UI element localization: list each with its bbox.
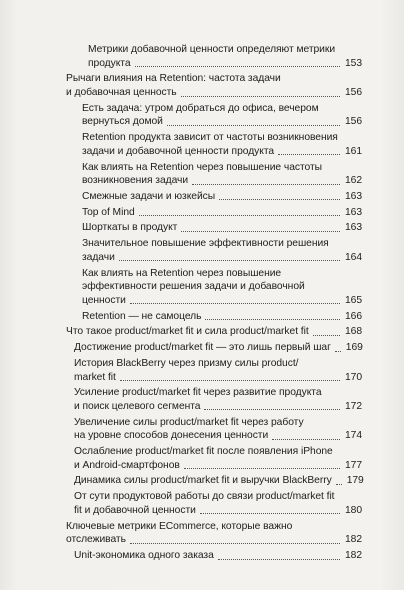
dot-leader [335,351,341,352]
toc-entry-title-line: ценности [82,294,126,306]
toc-entry-title-line: возникновения задачи [82,175,189,187]
toc-page-number: 172 [344,400,362,412]
toc-entry-last-line [66,533,362,547]
toc-entry-last-line [82,310,362,324]
toc-entry [66,221,362,235]
toc-entry-title-line: продукта [88,57,131,69]
toc-page-number: 163 [344,190,362,202]
toc-entry-title-line: Ключевые метрики ECommerce, которые важно [66,520,293,532]
dot-leader [130,543,340,544]
dot-leader [336,484,342,485]
toc-entry [66,445,362,472]
toc-entry [66,102,362,129]
dot-leader [119,260,340,261]
toc-entry [66,43,362,70]
table-of-contents [66,43,362,565]
toc-entry-title-line: Как влиять на Retention через повышение [82,267,282,279]
toc-entry-title-line: на уровне способов донесения ценности [74,430,269,442]
toc-entry-title-line: Увеличение силы product/market fit через работу [74,416,304,428]
toc-entry-last-line [82,294,362,308]
toc-entry-title-line: История BlackBerry через призму силы product/ [74,357,299,369]
dot-leader [218,559,340,560]
toc-entry-title-line: Retention продукта зависит от частоты возникновения [82,132,338,144]
toc-entry [66,325,362,339]
toc-page-number: 180 [344,504,362,516]
toc-entry-title-line: Шорткаты в продукт [82,222,178,234]
toc-entry-last-line [82,251,362,265]
toc-entry-last-line [82,145,362,159]
toc-page-number: 163 [344,206,362,218]
toc-entry-last-line [82,221,362,235]
toc-entry-title-line: Что такое product/market fit и сила product/market fit [66,326,309,338]
toc-entry-title-line: и поиск целевого сегмента [74,400,201,412]
toc-entry-last-line [82,206,362,220]
dot-leader [278,154,340,155]
toc-page-number: 164 [344,251,362,263]
toc-entry-title-line: Динамика силы product/market fit и выручки BlackBerry [74,475,332,487]
toc-entry-title-line: Как влиять на Retention через повышение частоты [82,161,323,173]
toc-entry [66,206,362,220]
dot-leader [181,96,340,97]
toc-page-number: 174 [344,430,362,442]
dot-leader [181,231,340,232]
dot-leader [219,199,340,200]
toc-entry-last-line [74,341,362,355]
dot-leader [167,125,340,126]
dot-leader [205,319,340,320]
toc-entry-title-line: и Android-смартфонов [74,459,180,471]
toc-entry-title-line: Значительное повышение эффективности решения [82,238,329,250]
toc-page-number: 168 [344,326,362,338]
toc-page-number: 177 [344,459,362,471]
toc-entry [66,520,362,547]
toc-entry-title-line: Top of Mind [82,206,135,218]
toc-entry-title-line: Достижение product/market fit — это лишь первый шаг [74,342,331,354]
dot-leader [139,215,340,216]
toc-entry-title-line: отслеживать [66,534,126,546]
toc-entry-last-line [82,174,362,188]
toc-page-number: 169 [345,342,363,354]
toc-entry [66,416,362,443]
toc-entry-last-line [74,549,362,563]
toc-entry-title-line: Есть задача: утром добраться до офиса, вечером [82,102,319,114]
dot-leader [120,380,340,381]
toc-entry-last-line [82,115,362,129]
toc-entry [66,131,362,158]
toc-entry-last-line [88,57,362,71]
toc-entry [66,72,362,99]
toc-entry-title-line: Рычаги влияния на Retention: частота задачи [66,73,281,85]
toc-entry [66,190,362,204]
toc-entry [66,490,362,517]
toc-entry-title-line: fit и добавочной ценности [74,504,196,516]
toc-page-number: 161 [344,145,362,157]
dot-leader [184,468,340,469]
toc-entry-last-line [74,429,362,443]
toc-entry-last-line [74,371,362,385]
toc-entry-last-line [66,86,362,100]
toc-entry [66,386,362,413]
dot-leader [192,184,340,185]
toc-entry-title-line: задачи [82,251,115,263]
toc-entry-title-line: вернуться домой [82,116,163,128]
dot-leader [130,303,340,304]
toc-entry [66,357,362,384]
toc-page-number: 170 [344,371,362,383]
toc-entry-last-line [74,400,362,414]
dot-leader [313,335,340,336]
toc-entry-last-line [82,190,362,204]
toc-entry-last-line [74,459,362,473]
toc-page-number: 165 [344,294,362,306]
toc-entry-title-line: Смежные задачи и юзкейсы [82,190,216,202]
toc-entry [66,267,362,308]
toc-page-number: 153 [344,57,362,69]
toc-entry-last-line [74,504,362,518]
toc-page-number: 163 [344,222,362,234]
toc-entry-title-line: Ослабление product/market fit после появления iPhone [74,446,333,458]
toc-entry-title-line: и добавочная ценность [66,86,177,98]
toc-entry-last-line [74,474,362,488]
toc-entry-title-line: Unit-экономика одного заказа [74,549,214,561]
toc-entry-title-line: Метрики добавочной ценности определяют метрики [88,44,336,55]
toc-entry [66,310,362,324]
toc-entry-title-line: эффективности решения задачи и добавочной [82,281,305,293]
dot-leader [204,409,340,410]
dot-leader [272,439,340,440]
toc-entry-last-line [66,325,362,339]
toc-page-number: 179 [346,475,364,487]
toc-entry [66,341,362,355]
toc-page-number: 166 [344,310,362,322]
toc-page-number: 156 [344,86,362,98]
toc-entry-title-line: Усиление product/market fit через развитие продукта [74,387,322,399]
toc-page-number: 182 [344,549,362,561]
dot-leader [200,513,340,514]
toc-entry-title-line: market fit [74,371,116,383]
toc-entry [66,161,362,188]
toc-entry [66,474,362,488]
toc-page-number: 182 [344,534,362,546]
toc-entry [66,549,362,563]
toc-page-number: 156 [344,116,362,128]
toc-entry-title-line: задачи и добавочной ценности продукта [82,145,275,157]
toc-entry-title-line: Retention — не самоцель [82,310,202,322]
toc-entry-title-line: От сути продуктовой работы до связи product/market fit [74,491,335,503]
dot-leader [135,66,340,67]
toc-entry [66,237,362,264]
toc-page-number: 162 [344,175,362,187]
